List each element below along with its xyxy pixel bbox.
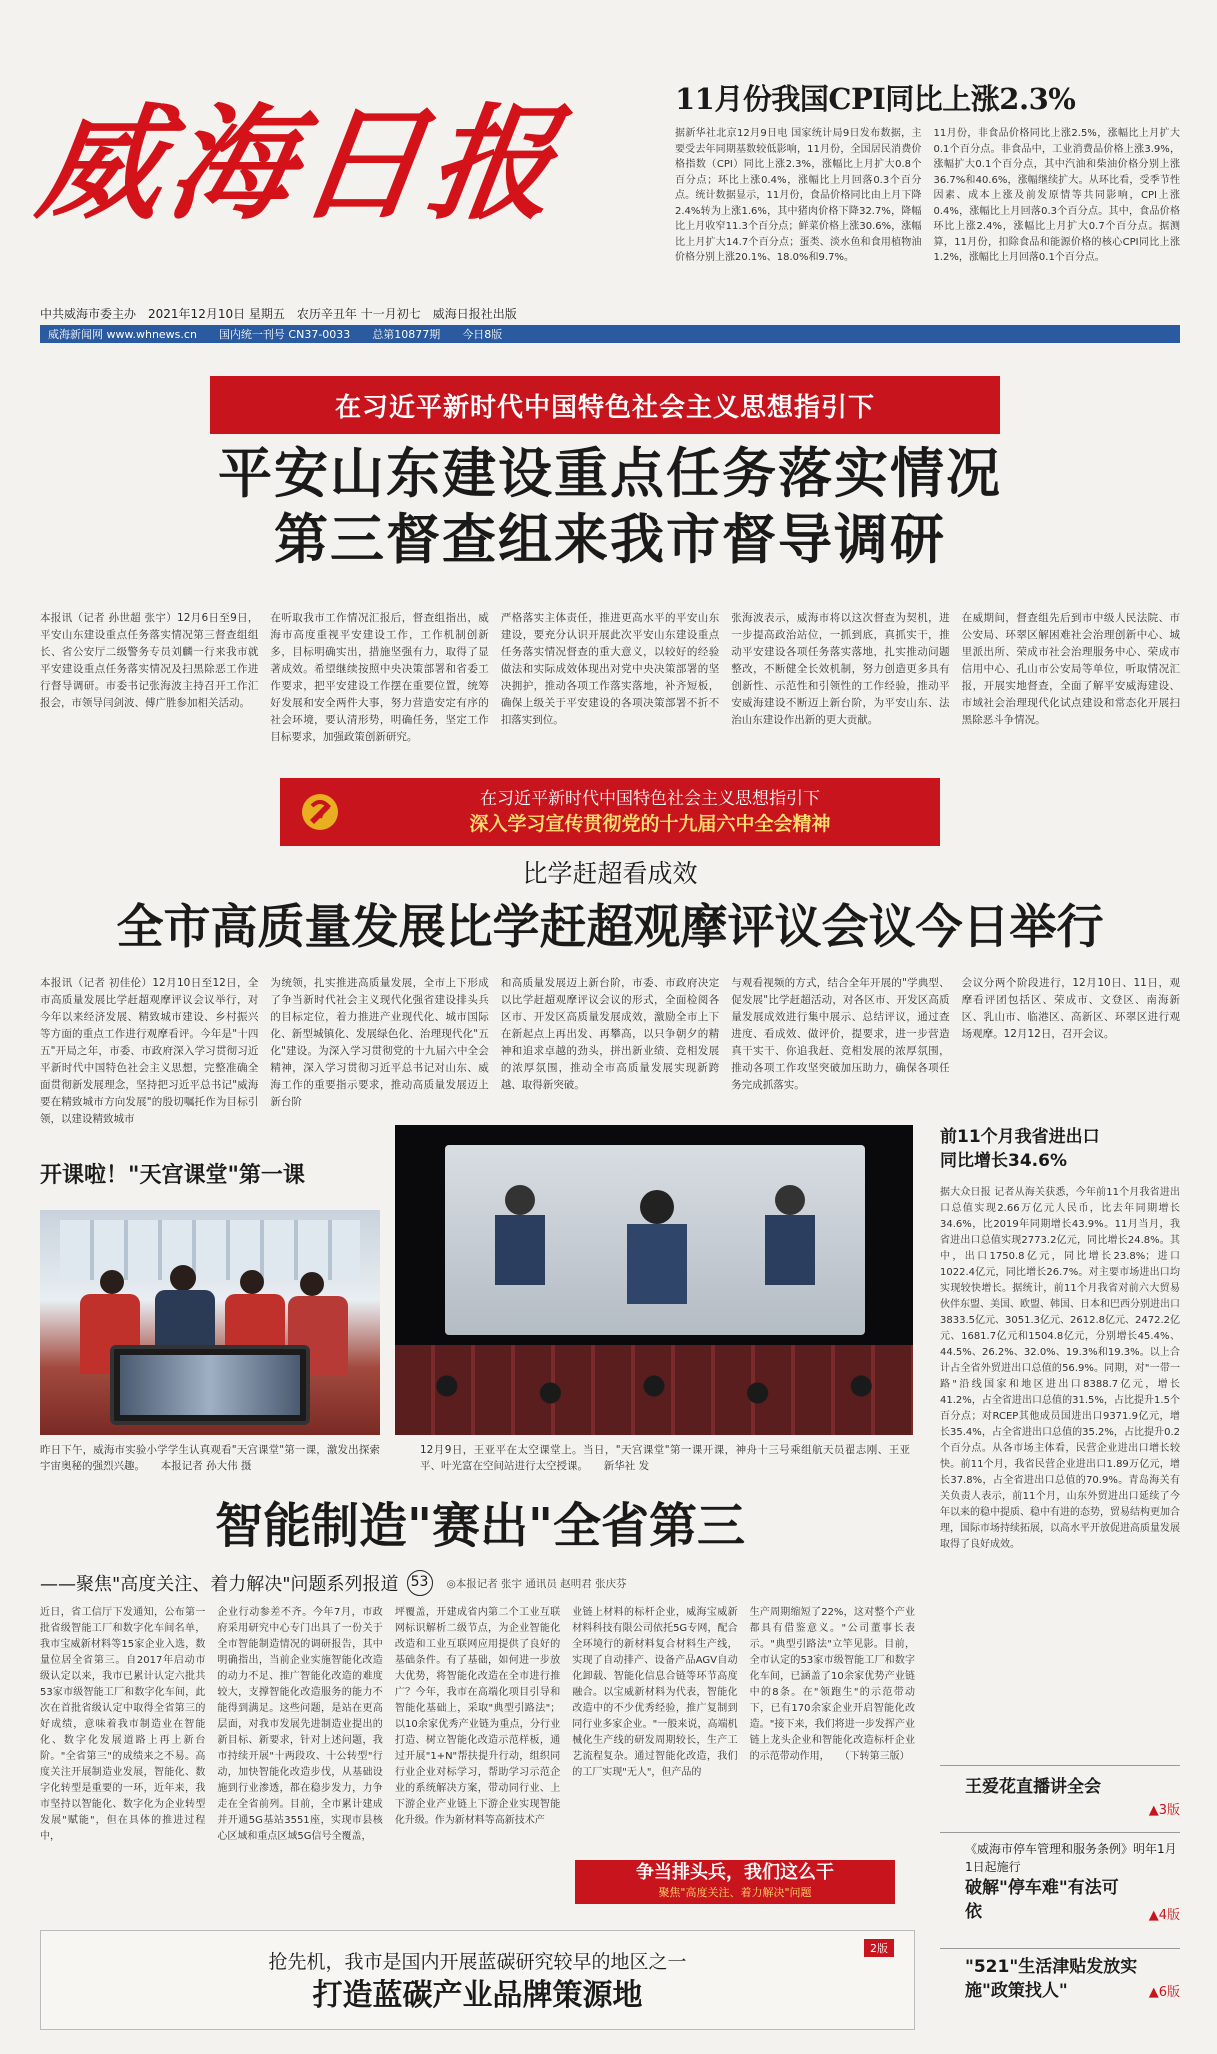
intel-col-2: 企业行动参差不齐。今年7月，市政府采用研究中心专门出具了一份关于全市智能制造情况的调研报告，其中明确指出，当前企业实施智能化改造的动力不足、推广智能化改造的难度较大，支撑智能化改造服务的能力不能得到满足。这些问题，是站在更高层面，对我市发展先进制造业提出的新目标、新要求，针对上述问题，我市持续开展"十两段攻、十公转型"行动，加快智能化改造步伐，从基础设施到行业渗透，都在稳步发力，力争走在全省前列。目前，全市累计建成并开通5G基站3551座，实现市县核心区域和重点区域5G信号全覆盖， [217,1607,383,1842]
trade-body: 据大众日报 记者从海关获悉，今年前11个月我省进出口总值实现2.66万亿元人民币，比去年同期增长34.6%，比2019年同期增长43.9%。11月当月，我省进出口总值实现2773.2亿元，同比增长24.8%。其中，出口1750.8亿元，同比增长23.8%；进口1022.4亿元，同比增长26.7%。对主要市场进出口均实现较快增长。据统计，前11个月我省对前六大贸易伙伴东盟、美国、欧盟、韩国、日本和巴西分别进出口3833.5亿元、3051.3亿元、2612.8亿元、2472.2亿元、1681.7亿元和1504.8亿元，分别增长45.4%、44.5%、26.2%、32.0%、19.3%和19.3%。以上合计占全省外贸进出口总值的56.9%。同期，对"一带一路"沿线国家和地区进出口8388.7亿元，增长41.2%，占全省进出口总值的31.5%，占比提升1.5个百分点；对RCEP其他成员国进出口9371.9亿元，增长35.4%，占全省进出口总值的35.2%，占比提升0.2个百分点。从各市场主体看，民营企业进出口增长较快。前11个月，我省民营企业进出口1.89万亿元，增长37.8%，占全省进出口总值的70.9%。青岛海关有关负责人表示，前11个月，山东外贸进出口延续了今年以来的稳中提质、稳中有进的态势，贸易结构更加合理，国际市场持续拓展，以高水平开放促进高质量发展取得了良好成效。 [940,1187,1180,1550]
issue-number: 总第10877期 [372,328,441,341]
link-1-title: 王爱花直播讲全会 [965,1777,1101,1797]
trade-title-line-2: 同比增长34.6% [940,1151,1067,1171]
carbon-line-2: 打造蓝碳产业品牌策源地 [312,1978,643,2013]
intel-col-1: 近日，省工信厅下发通知，公布第一批省级智能工厂和数字化车间名单，我市宝威新材料等15家企业入选，数量位居全省第三。自2017年启动市级认定以来，我市已累计认定六批共53家市级智能工厂和数字化车间，此次在首批省级认定中取得全省第三的好成绩，意味着我市制造业在智能化、数字化发展道路上再上新台阶。"全省第三"的成绩来之不易。高度关注开展制造业发展，智能化、数字化转型是重要的一环，近年来，我市坚持以智能化、数字化为企业转型发展"赋能"，但在具体的推进过程中， [40,1607,206,1842]
plenary-col-1: 本报讯（记者 初佳伦）12月10日至12日，全市高质量发展比学赶超观摩评议会议举行，对今年以来经济发展、精致城市建设、乡村振兴等方面的重点工作进行观摩看评。今年是"十四五"开局之年，市委、市政府深入学习贯彻习近平新时代中国特色社会主义思想，完整准确全面贯彻新发展理念，坚持把习近平总书记"威海要在精致城市方向发展"的殷切嘱托作为目标引领，以建设精致城市 [40,977,259,1125]
plenary-title[interactable]: 全市高质量发展比学赶超观摩评议会议今日举行 [116,900,1104,955]
cpi-col-1: 据新华社北京12月9日电 国家统计局9日发布数据，主要受去年同期基数较低影响，11月份，全国居民消费价格指数（CPI）同比上涨2.3%，涨幅比上月扩大0.8个百分点；环比上涨0.4%，涨幅比上月回落0.3个百分点。统计数据显示，11月份，食品价格同比由上月下降2.4%转为上涨1.6%，其中猪肉价格下降32.7%，降幅比上月收窄11.3个百分点；鲜菜价格上涨30.6%，涨幅比上月扩大14.7个百分点；蛋类、淡水鱼和食用植物油价格分别上涨20.1%、18.0%和9.7%。 [675,128,922,263]
intel-title[interactable]: 智能制造"赛出"全省第三 [214,1498,746,1554]
plenary-kicker: 比学赶超看成效 [522,859,698,888]
party-emblem-icon [280,792,360,832]
lunar-date: 农历辛丑年 十一月初七 [296,307,421,321]
link-1-page: ▲3版 [1148,1803,1180,1818]
press: 威海日报社出版 [432,307,517,321]
space-caption: 12月9日，王亚平在太空课堂上。当日，"天宫课堂"第一课开课，神舟十三号乘组航天员翟志刚、王亚平、叶光富在空间站进行太空授课。 新华社 发 [420,1444,910,1472]
issue-date: 2021年12月10日 星期五 [148,307,285,321]
lead-col-4: 张海波表示，威海市将以这次督查为契机，进一步提高政治站位，一抓到底，真抓实干，推动平安建设各项任务落实落地，扎实推动问题整改，不断健全长效机制，努力创造更多具有创新性、示范性和引领性的工作经验，推动平安威海建设不断迈上新台阶，为平安山东、法治山东建设作出新的更大贡献。 [731,612,950,726]
cn-number: 国内统一刊号 CN37-0033 [218,328,351,341]
intel-col-5: 生产周期缩短了22%，这对整个产业都具有借鉴意义。"公司董事长表示。"典型引路法"立竿见影。目前，全市认定的53家市级智能工厂和数字化车间，已涵盖了10余家优势产业链中的8条。在"领跑生"的示范带动下，已有170余家企业开启智能化改造。"接下来，我们将进一步发挥产业链上龙头企业和智能化改造标杆企业的示范带动作用， （下转第三版） [749,1607,916,1762]
intel-col-3: 坪覆盖，开建成省内第二个工业互联网标识解析二级节点，为企业智能化改造和工业互联网应用提供了良好的基础条件。有了基础，如何进一步放大优势，将智能化改造在全市进行推广？今年，我市在高端化项目引导和智能化基础上，采取"典型引路法"；以10余家优秀产业链为重点，分行业打造、树立智能化改造示范样板，通过开展"1+N"帮扶提升行动，组织同行业企业对标学习，帮助学习示范企业的系统解决方案，带动同行业、上下游企业产业链上下游企业实现智能化升级。作为新材料等高新技术产 [394,1607,561,1826]
lead-col-1: 本报讯（记者 孙世超 张宇）12月6日至9日，平安山东建设重点任务落实情况第三督查组组长、省公安厅二级警务专员刘麟一行来我市就平安建设重点任务落实情况及扫黑除恶工作进行督导调研。市委书记张海波主持召开工作汇报会，市领导闫剑波、傅广胜参加相关活动。 [40,612,259,709]
intel-banner-line-2: 聚焦"高度关注、着力解决"问题 [658,1886,812,1899]
plenary-col-5: 会议分两个阶段进行，12月10日、11日，观摩看评团包括区、荣成市、文登区、南海新区、乳山市、临港区、高新区、环翠区进行观场观摩。12月12日，召开会议。 [961,977,1181,1040]
intel-subtitle-row [40,1570,920,1596]
classroom-photo [40,1210,380,1435]
carbon-page-badge: 2版 [864,1939,894,1957]
intel-col-4: 业链上材料的标杆企业，威海宝威新材料科技有限公司依托5G专网，配合全环境行的新材料复合材料生产线，实现了自动排产、设备产品AGV自动化卸载、智能化信息合链等环节高度融合。以宝威新材料为代表，智能化改造中的不少优秀经验，推广复制到同行业多家企业。"一般来说，高端机械化生产线的研发周期较长，生产工艺流程复杂。通过智能化改造，我们的工厂实现"无人"，但产品的 [572,1607,738,1778]
intel-byline: ◎本报记者 张宇 通讯员 赵明君 张庆芬 [446,1577,627,1590]
lead-title-line-1: 平安山东建设重点任务落实情况 [218,441,1002,505]
masthead [29,70,660,285]
classroom-caption: 昨日下午，威海市实验小学学生认真观看"天宫课堂"第一课，激发出探索宇宙奥秘的强烈兴趣。 本报记者 孙大伟 摄 [40,1444,380,1472]
lead-col-3: 严格落实主体责任，推进更高水平的平安山东建设，要充分认识开展此次平安山东建设重点任务落实情况督查的重大意义，以较好的经验做法和实际成效体现出对党中央决策部署的坚决拥护，推动各项工作落实落地，补齐短板，确保上级关于平安建设的各项决策部署不折不扣落实到位。 [500,612,720,726]
link-3-page: ▲6版 [1148,1985,1180,2000]
intel-series-number: 53 [407,1570,433,1596]
trade-title-line-1: 前11个月我省进出口 [940,1127,1100,1147]
lead-title[interactable] [40,440,1180,572]
lead-col-5: 在威期间，督查组先后到市中级人民法院、市公安局、环翠区解困难社会治理创新中心、城里派出所、荣成市社会治理服务中心、荣成市信用中心、孔山市公安局等单位，听取情况汇报，开展实地督查，全面了解平安威海建设、市域社会治理现代化试点建设和常态化开展扫黑除恶斗争情况。 [961,612,1181,726]
lead-banner: 在习近平新时代中国特色社会主义思想指引下 [210,376,1000,434]
lead-body [40,610,1180,775]
space-title[interactable]: 开课啦！"天宫课堂"第一课 [40,1162,305,1188]
link-live-talk[interactable] [965,1775,1180,1818]
plenary-col-3: 和高质量发展迈上新台阶，市委、市政府决定以比学赶超观摩评议会议的形式，全面检阅各区市、开发区高质量发展成效，激励全市上下在新起点上再出发、再攀高，以只争朝夕的精神和追求卓越的劲头，拼出新业绩、竞相发展的浓厚氛围，推动全市高质量发展实现新跨越、取得新突破。 [500,977,720,1091]
intel-banner-line-1: 争当排头兵，我们这么干 [636,1862,834,1883]
carbon-line-1: 抢先机，我市是国内开展蓝碳研究较早的地区之一 [268,1951,687,1973]
plenary-banner-line-1: 在习近平新时代中国特色社会主义思想指引下 [480,789,820,809]
masthead-title: 威海日报 [29,92,571,237]
cpi-headline: 11月份我国CPI同比上涨2.3% [675,82,1076,116]
publisher: 中共威海市委主办 [40,307,137,321]
link-3-title: "521"生活津贴发放实施"政策找人" [965,1957,1138,2001]
masthead-info [40,305,660,322]
plenary-col-2: 为统领，扎实推进高质量发展，全市上下形成了争当新时代社会主义现代化强省建设排头兵的目标定位，着力推进产业现代化、城市国际化、新型城镇化、发展绿色化、治理现代化"五化"建设。为深入学习贯彻党的十九届六中全会精神，深入学习贯彻习近平总书记对山东、威海工作的重要指示要求，推动高质量发展迈上新台阶 [270,977,489,1108]
plenary-banner [280,778,940,846]
carbon-teaser[interactable] [40,1930,915,2030]
page-count: 今日8版 [462,328,503,341]
website-link[interactable]: 威海新闻网 www.whnews.cn [48,328,197,341]
space-station-photo [395,1125,913,1435]
plenary-body [40,975,1181,1125]
masthead-bar [40,325,1180,343]
link-2-page: ▲4版 [1148,1908,1180,1923]
plenary-banner-line-2: 深入学习宣传贯彻党的十九届六中全会精神 [469,813,831,835]
lead-title-line-2: 第三督查组来我市督导调研 [274,507,946,571]
link-2-title: 破解"停车难"有法可依 [965,1878,1119,1922]
cpi-article[interactable] [675,80,1180,320]
lead-col-2: 在听取我市工作情况汇报后，督查组指出，威海市高度重视平安建设工作，工作机制创新多，目标明确实出，措施坚强有力，取得了显著成效。希望继续按照中央决策部署和省委工作要求，把平安建设工作摆在重要位置，统筹好发展和安全两件大事，努力营造安定有序的社会环境，要认清形势，明确任务，坚定工作目标要求，加强政策创新研究。 [270,612,489,743]
link-2-pre: 《威海市停车管理和服务条例》明年1月1日起施行 [965,1842,1177,1874]
intel-subtitle: ——聚焦"高度关注、着力解决"问题系列报道 [40,1574,399,1595]
intel-series-banner [575,1860,895,1904]
cpi-col-2: 11月份，非食品价格同比上涨2.5%，涨幅比上月扩大0.1个百分点。非食品中，工业消费品价格上涨3.9%，涨幅扩大0.1个百分点，其中汽油和柴油价格分别上涨36.7%和40.6%，涨幅继续扩大。从环比看，受季节性因素、成本上涨及前发原情等共同影响，CPI上涨0.4%，涨幅比上月回落0.3个百分点。其中，食品价格环比上涨2.4%，涨幅比上月扩大0.7个百分点。据测算，11月份，扣除食品和能源价格的核心CPI同比上涨1.2%，涨幅比上月回落0.1个百分点。 [933,128,1180,263]
link-parking[interactable] [965,1840,1180,1923]
plenary-col-4: 与观看视频的方式，结合全年开展的"学典型、促发展"比学赶超活动，对各区市、开发区高质量发展成效进行集中展示、总结评议，通过查进度、看成效、做评价，提要求，进一步营造真干实干、你追我赶、竞相发展的浓厚氛围，推动各项工作攻坚突破加压助力，确保各项任务完成抓落实。 [731,977,950,1091]
trade-article[interactable] [940,1125,1180,1745]
link-allowance[interactable] [965,1955,1180,2000]
